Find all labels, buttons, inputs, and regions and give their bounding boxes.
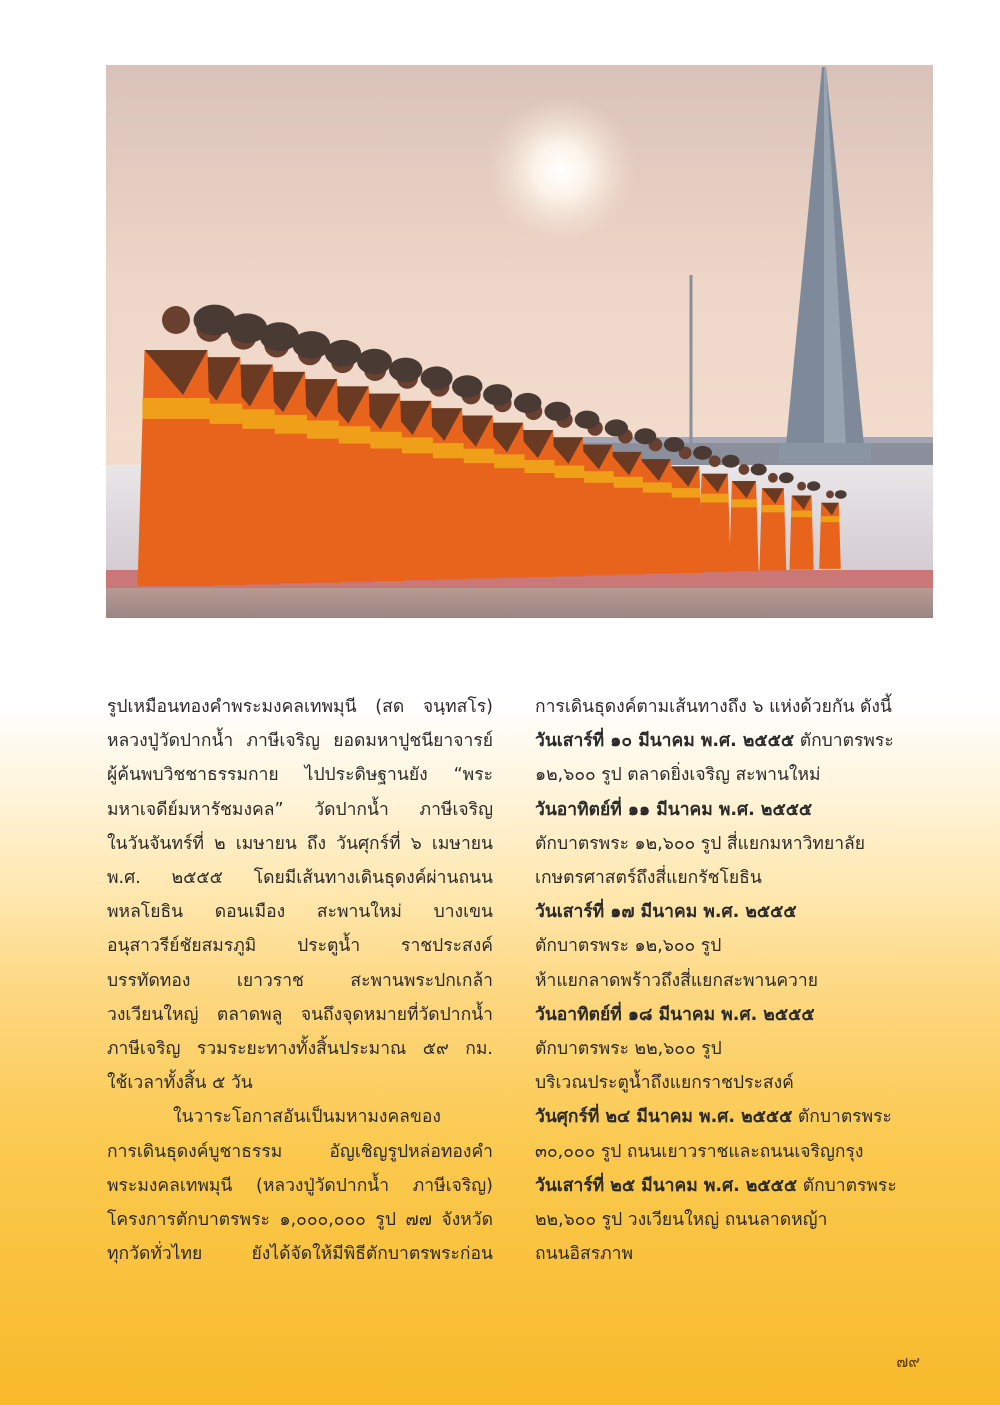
event-detail-line: ๓๐,๐๐๐ รูป ถนนเยาวราชและถนนเจริญกรุง — [535, 1141, 864, 1162]
event-heading — [535, 1100, 935, 1134]
event-detail-line: ตักบาตรพระ ๑๒,๖๐๐ รูป สี่แยกมหาวิทยาลัย — [535, 833, 865, 854]
event-date: วันเสาร์ที่ ๑๗ มีนาคม พ.ศ. ๒๕๕๕ — [535, 902, 797, 923]
photo-monks-procession — [106, 65, 933, 618]
event-inline-text: ตักบาตรพระ — [792, 1107, 892, 1128]
body-line: ใช้เวลาทั้งสิ้น ๕ วัน — [107, 1073, 253, 1094]
event-detail-line: ถนนอิสรภาพ — [535, 1244, 634, 1265]
body-line: ในวาระโอกาสอันเป็นมหามงคลของ — [173, 1107, 441, 1128]
body-line: อนุสาวรีย์ชัยสมรภูมิ ประตูน้ำ ราชประสงค์ — [107, 936, 493, 957]
body-line: หลวงปู่วัดปากน้ำ ภาษีเจริญ ยอดมหาปูชนียาจารย์ — [107, 731, 493, 752]
body-line: บรรทัดทอง เยาวราช สะพานพระปกเกล้า — [107, 970, 493, 991]
page-number: ๗๙ — [896, 1352, 920, 1371]
ground — [106, 588, 933, 618]
event-detail-line: บริเวณประตูน้ำถึงแยกราชประสงค์ — [535, 1073, 794, 1094]
body-line: ทุกวัดทั่วไทย ยังได้จัดให้มีพิธีตักบาตรพระก่อน — [107, 1244, 493, 1265]
event-date: วันเสาร์ที่ ๒๕ มีนาคม พ.ศ. ๒๕๕๕ — [535, 1175, 798, 1196]
event-detail-line: ห้าแยกลาดพร้าวถึงสี่แยกสะพานควาย — [535, 970, 818, 991]
event-date: วันอาทิตย์ที่ ๑๘ มีนาคม พ.ศ. ๒๕๕๕ — [535, 1004, 815, 1025]
body-line: โครงการตักบาตรพระ ๑,๐๐๐,๐๐๐ รูป ๗๗ จังหวัด — [107, 1210, 493, 1231]
event-detail-line: ๑๒,๖๐๐ รูป ตลาดยิ่งเจริญ สะพานใหม่ — [535, 765, 821, 786]
event-detail-line: ๒๒,๖๐๐ รูป วงเวียนใหญ่ ถนนลาดหญ้า — [535, 1210, 828, 1231]
event-heading — [535, 998, 935, 1032]
body-line: การเดินธุดงค์บูชาธรรม อัญเชิญรูปหล่อทองคำ — [107, 1141, 493, 1162]
left-text-column — [107, 690, 493, 1271]
body-line: ในวันจันทร์ที่ ๒ เมษายน ถึง วันศุกร์ที่ ๖ เมษายน — [107, 833, 493, 854]
sun — [486, 95, 636, 245]
body-line: มหาเจดีย์มหารัชมงคล” วัดปากน้ำ ภาษีเจริญ — [107, 799, 493, 820]
event-date: วันเสาร์ที่ ๑๐ มีนาคม พ.ศ. ๒๕๕๕ — [535, 731, 795, 752]
right-text-column — [535, 690, 935, 1271]
body-line: ผู้ค้นพบวิชชาธรรมกาย ไปประดิษฐานยัง “พระ — [107, 765, 493, 786]
event-date: วันอาทิตย์ที่ ๑๑ มีนาคม พ.ศ. ๒๕๕๕ — [535, 799, 813, 820]
event-inline-text: ตักบาตรพระ — [797, 1175, 897, 1196]
body-line: วงเวียนใหญ่ ตลาดพลู จนถึงจุดหมายที่วัดปากน้ำ — [107, 1004, 493, 1025]
body-line: ภาษีเจริญ รวมระยะทางทั้งสิ้นประมาณ ๕๙ กม. — [107, 1039, 493, 1060]
event-date: วันศุกร์ที่ ๒๔ มีนาคม พ.ศ. ๒๕๕๕ — [535, 1107, 793, 1128]
event-detail-line: ตักบาตรพระ ๒๒,๖๐๐ รูป — [535, 1039, 722, 1060]
event-heading — [535, 724, 935, 758]
body-line: พระมงคลเทพมุนี (หลวงปู่วัดปากน้ำ ภาษีเจริญ) — [107, 1175, 493, 1196]
body-line: รูปเหมือนทองคำพระมงคลเทพมุนี (สด จนฺทสโร) — [107, 697, 493, 717]
event-inline-text: ตักบาตรพระ — [794, 731, 894, 752]
body-line: พหลโยธิน ดอนเมือง สะพานใหม่ บางเขน — [107, 902, 493, 923]
body-line: พ.ศ. ๒๕๕๕ โดยมีเส้นทางเดินธุดงค์ผ่านถนน — [107, 868, 493, 889]
event-detail-line: เกษตรศาสตร์ถึงสี่แยกรัชโยธิน — [535, 868, 762, 889]
event-heading — [535, 1169, 935, 1203]
intro-line: การเดินธุดงค์ตามเส้นทางถึง ๖ แห่งด้วยกัน ดังนี้ — [535, 697, 892, 717]
event-heading — [535, 895, 935, 929]
event-heading — [535, 793, 935, 827]
event-detail-line: ตักบาตรพระ ๑๒,๖๐๐ รูป — [535, 936, 722, 957]
